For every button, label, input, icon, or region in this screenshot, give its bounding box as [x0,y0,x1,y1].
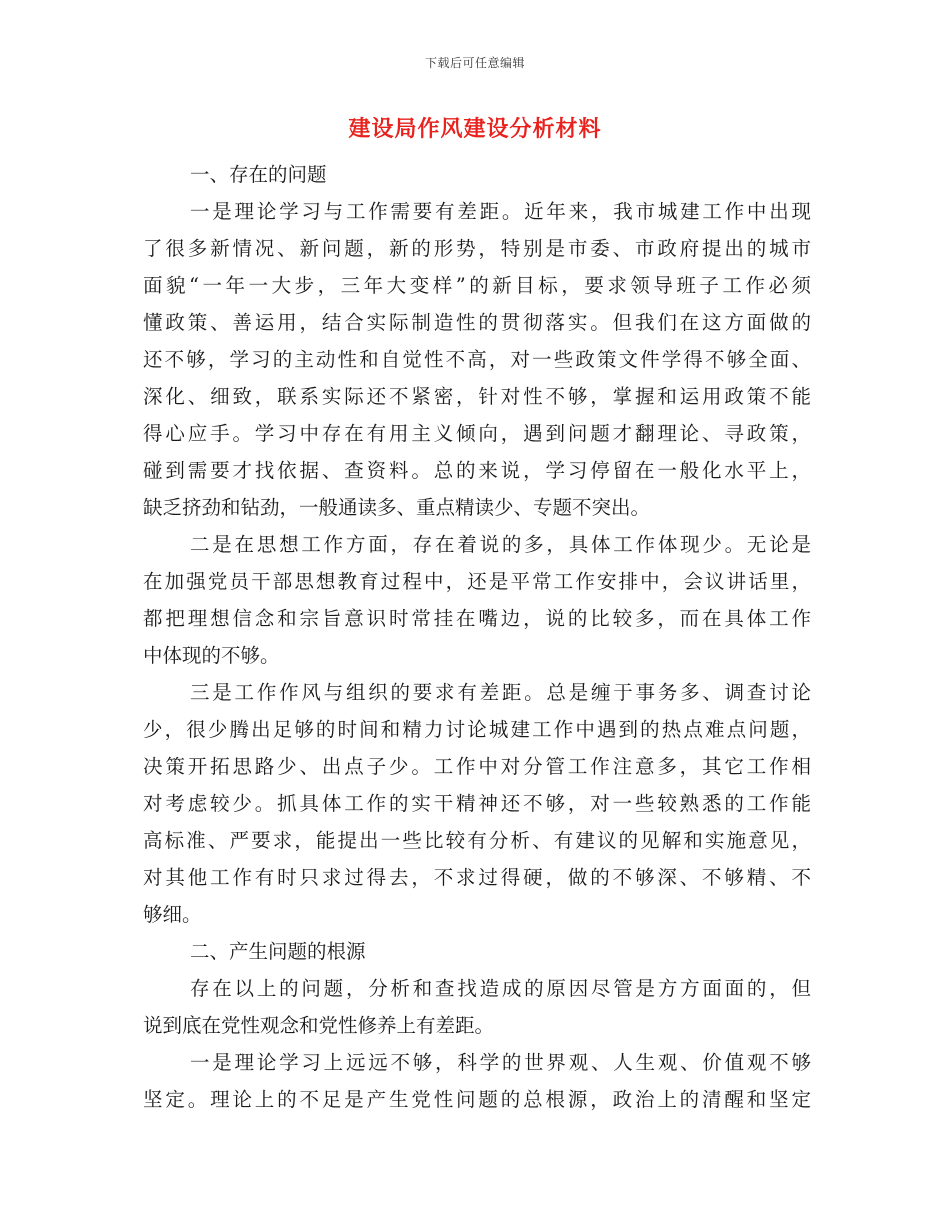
text-line: 对其他工作有时只求过得去，不求过得硬，做的不够深、不够精、不 [143,866,811,889]
paragraph [143,193,811,526]
text-line: 够细。 [143,903,202,926]
text-line: 二是在思想工作方面，存在着说的多，具体工作体现少。无论是 [190,533,811,556]
text-line: 在加强党员干部思想教育过程中，还是平常工作安排中，会议讲话里， [143,570,811,593]
text-line: 都把理想信念和宗旨意识时常挂在嘴边，说的比较多，而在具体工作 [143,607,811,630]
text-line: 了很多新情况、新问题，新的形势，特别是市委、市政府提出的城市 [143,237,811,260]
paragraph [143,1044,811,1118]
text-line: 缺乏挤劲和钻劲，一般通读多、重点精读少、专题不突出。 [143,496,651,519]
paragraph [143,526,811,674]
text-line: 存在以上的问题，分析和查找造成的原因尽管是方方面面的，但 [190,977,811,1000]
paragraph [143,970,811,1044]
document-body [143,156,811,1118]
heading-line: 一、存在的问题 [190,163,327,186]
document-title: 建设局作风建设分析材料 [348,116,602,142]
text-line: 决策开拓思路少、出点子少。工作中对分管工作注意多，其它工作相 [143,755,811,778]
text-line: 对考虑较少。抓具体工作的实干精神还不够，对一些较熟悉的工作能 [143,792,811,815]
text-line: 一是理论学习上远远不够，科学的世界观、人生观、价值观不够 [190,1051,811,1074]
text-line: 说到底在党性观念和党性修养上有差距。 [143,1014,495,1037]
text-line: 少，很少腾出足够的时间和精力讨论城建工作中遇到的热点难点问题， [143,718,811,741]
paragraph [143,674,811,933]
text-line: 坚定。理论上的不足是产生党性问题的总根源，政治上的清醒和坚定 [143,1088,811,1111]
text-line: 三是工作作风与组织的要求有差距。总是缠于事务多、调查讨论 [190,681,811,704]
section-heading [143,933,811,970]
text-line: 还不够，学习的主动性和自觉性不高，对一些政策文件学得不够全面、 [143,348,811,371]
text-line: 碰到需要才找依据、查资料。总的来说，学习停留在一般化水平上， [143,459,811,482]
text-line: 懂政策、善运用，结合实际制造性的贯彻落实。但我们在这方面做的 [143,311,811,334]
text-line: 面貌“一年一大步，三年大变样”的新目标，要求领导班子工作必须 [143,274,811,297]
text-line: 高标准、严要求，能提出一些比较有分析、有建议的见解和实施意见， [143,829,811,852]
section-heading [143,156,811,193]
text-line: 一是理论学习与工作需要有差距。近年来，我市城建工作中出现 [190,200,811,223]
text-line: 深化、细致，联系实际还不紧密，针对性不够，掌握和运用政策不能 [143,385,811,408]
heading-line: 二、产生问题的根源 [190,940,366,963]
text-line: 中体现的不够。 [143,644,280,667]
header-note: 下载后可任意编辑 [424,56,525,70]
text-line: 得心应手。学习中存在有用主义倾向，遇到问题才翻理论、寻政策， [143,422,811,445]
